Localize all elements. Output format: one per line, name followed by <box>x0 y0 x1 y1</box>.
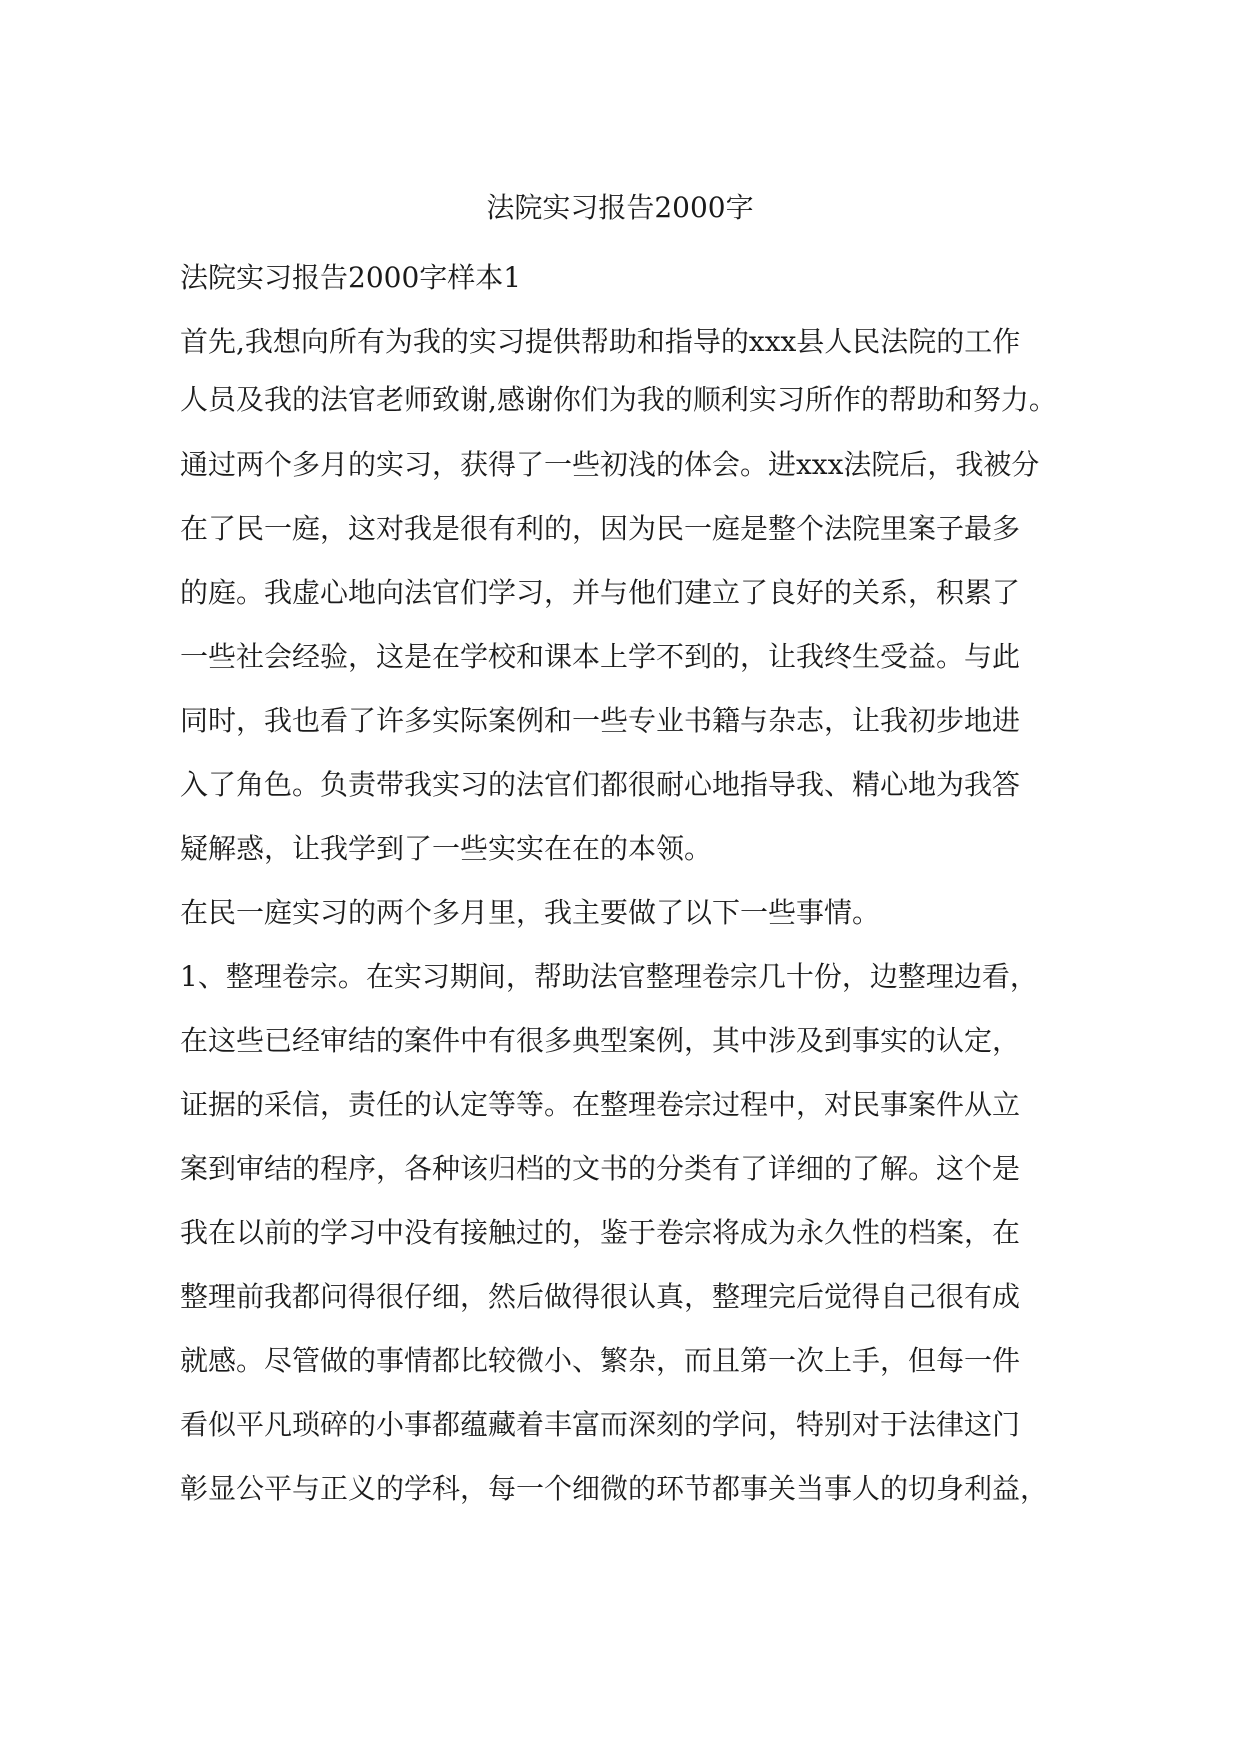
paragraph-line: 首先,我想向所有为我的实习提供帮助和指导的xxx县人民法院的工作 <box>180 325 1021 358</box>
paragraph-line: 就感。尽管做的事情都比较微小、繁杂，而且第一次上手，但每一件 <box>180 1344 1021 1377</box>
document-title: 法院实习报告2000字 <box>486 191 754 224</box>
paragraph-line: 我在以前的学习中没有接触过的，鉴于卷宗将成为永久性的档案，在 <box>180 1216 1021 1249</box>
paragraph-line: 疑解惑，让我学到了一些实实在在的本领。 <box>180 832 713 865</box>
paragraph-line: 彰显公平与正义的学科，每一个细微的环节都事关当事人的切身利益， <box>180 1472 1049 1505</box>
paragraph-line: 入了角色。负责带我实习的法官们都很耐心地指导我、精心地为我答 <box>180 768 1021 801</box>
document-subtitle: 法院实习报告2000字样本1 <box>180 261 522 294</box>
paragraph-line: 在民一庭实习的两个多月里，我主要做了以下一些事情。 <box>180 896 881 929</box>
paragraph-line: 的庭。我虚心地向法官们学习，并与他们建立了良好的关系，积累了 <box>180 576 1021 609</box>
paragraph-line: 案到审结的程序，各种该归档的文书的分类有了详细的了解。这个是 <box>180 1152 1021 1185</box>
paragraph-line: 整理前我都问得很仔细，然后做得很认真，整理完后觉得自己很有成 <box>180 1280 1021 1313</box>
paragraph-line: 证据的采信，责任的认定等等。在整理卷宗过程中，对民事案件从立 <box>180 1088 1021 1121</box>
paragraph-line: 在这些已经审结的案件中有很多典型案例，其中涉及到事实的认定， <box>180 1024 1021 1057</box>
paragraph-line: 看似平凡琐碎的小事都蕴藏着丰富而深刻的学问，特别对于法律这门 <box>180 1408 1021 1441</box>
paragraph-line: 在了民一庭，这对我是很有利的，因为民一庭是整个法院里案子最多 <box>180 512 1021 545</box>
paragraph-line: 通过两个多月的实习，获得了一些初浅的体会。进xxx法院后，我被分 <box>180 448 1040 481</box>
paragraph-line: 同时，我也看了许多实际案例和一些专业书籍与杂志，让我初步地进 <box>180 704 1021 737</box>
paragraph-line: 1、整理卷宗。在实习期间，帮助法官整理卷宗几十份，边整理边看， <box>180 960 1038 993</box>
paragraph-line: 一些社会经验，这是在学校和课本上学不到的，让我终生受益。与此 <box>180 640 1021 673</box>
paragraph-line: 人员及我的法官老师致谢,感谢你们为我的顺利实习所作的帮助和努力。 <box>180 383 1057 416</box>
